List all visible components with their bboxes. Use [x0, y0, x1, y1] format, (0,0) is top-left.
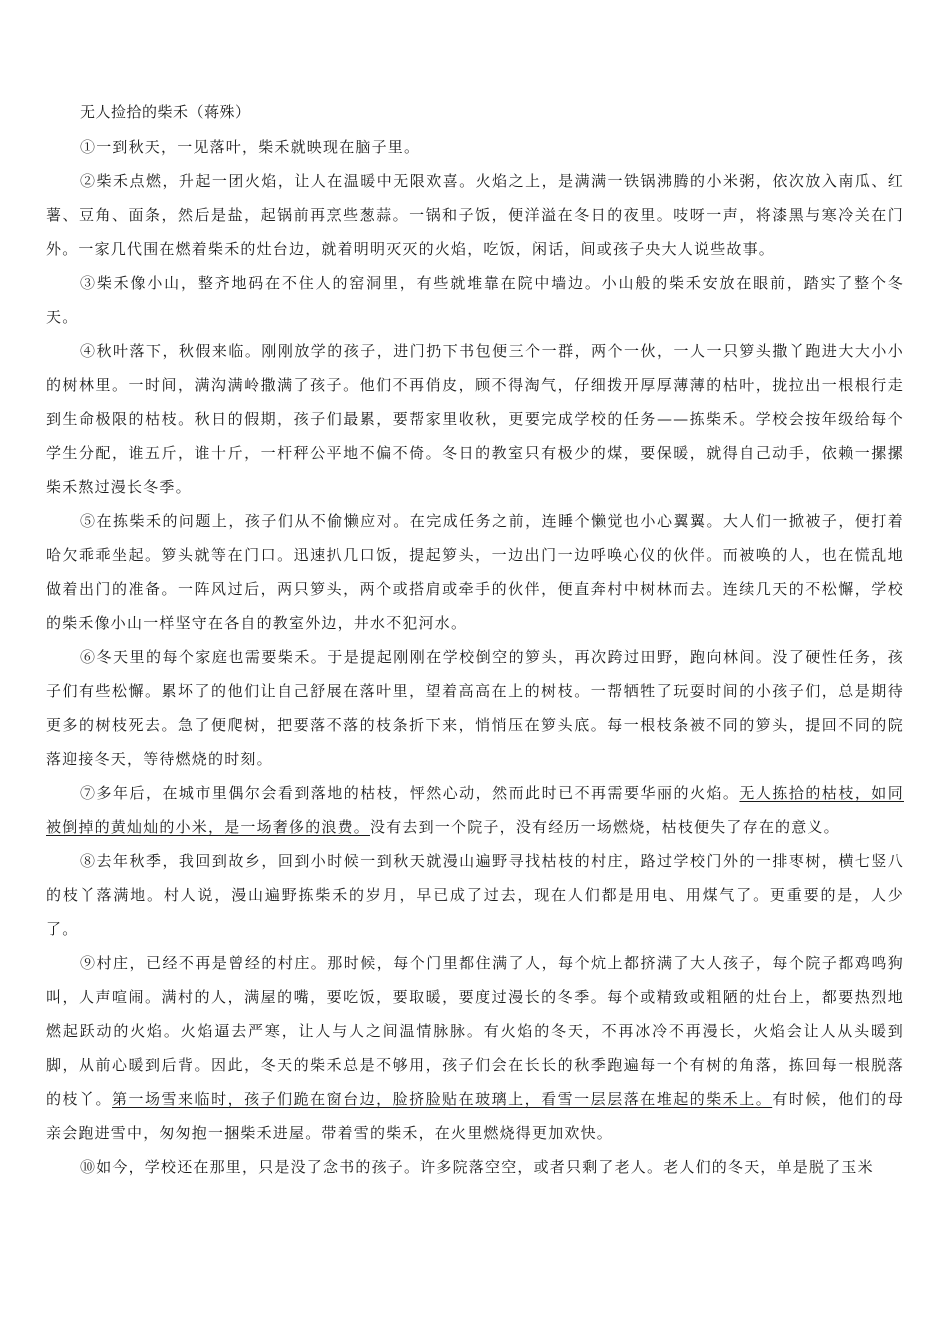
paragraph-number: ①	[80, 138, 97, 156]
paragraph	[46, 504, 904, 640]
paragraph	[46, 640, 904, 776]
paragraph-number: ⑨	[80, 954, 97, 972]
underlined-sentence: 无人拣拾的枯枝，如同被倒掉的黄灿灿的小米，是一场奢侈的浪费。	[46, 784, 904, 836]
document-page	[46, 100, 904, 1184]
paragraph	[46, 946, 904, 1150]
article-body	[46, 130, 904, 1184]
paragraph	[46, 334, 904, 504]
paragraph	[46, 130, 904, 164]
paragraph-number: ⑩	[80, 1158, 97, 1176]
paragraph	[46, 1150, 904, 1184]
paragraph-text: 去年秋季，我回到故乡，回到小时候一到秋天就漫山遍野寻找枯枝的村庄，路过学校门外的一排枣树，横七竖八的枝丫落满地。村人说，漫山遍野拣柴禾的岁月，早已成了过去，现在人们都是用电、用煤气了。更重要的是，人少了。	[46, 852, 905, 938]
paragraph-text: 一到秋天，一见落叶，柴禾就映现在脑子里。	[96, 138, 421, 156]
paragraph	[46, 266, 904, 334]
article-title: 无人捡拾的柴禾（蒋殊）	[80, 103, 251, 121]
paragraph-number: ⑦	[80, 784, 97, 802]
paragraph	[46, 164, 904, 266]
paragraph-text: 多年后，在城市里偶尔会看到落地的枯枝，怦然心动，然而此时已不再需要华丽的火焰。	[96, 784, 740, 802]
paragraph	[46, 844, 904, 946]
paragraph-number: ④	[80, 342, 97, 360]
paragraph	[46, 776, 904, 844]
paragraph-text: 如今，学校还在那里，只是没了念书的孩子。许多院落空空，或者只剩了老人。老人们的冬天，单是脱了玉米	[96, 1158, 874, 1176]
paragraph-text: 秋叶落下，秋假来临。刚刚放学的孩子，进门扔下书包便三个一群，两个一伙，一人一只箩头撒丫跑进大大小小的树林里。一时间，满沟满岭撒满了孩子。他们不再俏皮，顾不得淘气，仔细拨开厚厚薄薄的枯叶，拢拉出一根根行走到生命极限的枯枝。秋日的假期，孩子们最累，要帮家里收秋，更要完成学校的任务——拣柴禾。学校会按年级给每个学生分配，谁五斤，谁十斤，一杆秤公平地不偏不倚。冬日的教室只有极少的煤，要保暖，就得自己动手，依赖一摞摞柴禾熬过漫长冬季。	[46, 342, 905, 496]
paragraph-text: 柴禾点燃，升起一团火焰，让人在温暖中无限欢喜。火焰之上，是满满一铁锅沸腾的小米粥，依次放入南瓜、红薯、豆角、面条，然后是盐，起锅前再烹些葱蒜。一锅和子饭，便洋溢在冬日的夜里。吱呀一声，将漆黑与寒冷关在门外。一家几代围在燃着柴禾的灶台边，就着明明灭灭的火焰，吃饭，闲话，间或孩子央大人说些故事。	[46, 172, 905, 258]
paragraph-text: 在拣柴禾的问题上，孩子们从不偷懒应对。在完成任务之前，连睡个懒觉也小心翼翼。大人们一掀被子，便打着哈欠乖乖坐起。箩头就等在门口。迅速扒几口饭，提起箩头，一边出门一边呼唤心仪的伙伴。而被唤的人，也在慌乱地做着出门的准备。一阵风过后，两只箩头，两个或搭肩或牵手的伙伴，便直奔村中树林而去。连续几天的不松懈，学校的柴禾像小山一样坚守在各自的教室外边，井水不犯河水。	[46, 512, 905, 632]
paragraph-number: ⑤	[80, 512, 97, 530]
paragraph-number: ②	[80, 172, 97, 190]
paragraph-number: ③	[80, 274, 97, 292]
paragraph-number: ⑥	[80, 648, 97, 666]
paragraph-text: 冬天里的每个家庭也需要柴禾。于是提起刚刚在学校倒空的箩头，再次跨过田野，跑向林间。没了硬性任务，孩子们有些松懈。累坏了的他们让自己舒展在落叶里，望着高高在上的树枝。一帮牺牲了玩耍时间的小孩子们，总是期待更多的树枝死去。急了便爬树，把要落不落的枝条折下来，悄悄压在箩头底。每一根枝条被不同的箩头，提回不同的院落迎接冬天，等待燃烧的时刻。	[46, 648, 905, 768]
paragraph-text: 有时候，他们的母亲会跑进雪中，匆匆抱一捆柴禾进屋。带着雪的柴禾，在火里燃烧得更加欢快。	[46, 1090, 904, 1142]
paragraph-text: 没有去到一个院子，没有经历一场燃烧，枯枝便失了存在的意义。	[370, 818, 840, 836]
paragraph-text: 村庄，已经不再是曾经的村庄。那时候，每个门里都住满了人，每个炕上都挤满了大人孩子，每个院子都鸡鸣狗叫，人声喧闹。满村的人，满屋的嘴，要吃饭，要取暖，要度过漫长的冬季。每个或精致或粗陋的灶台上，都要热烈地燃起跃动的火焰。火焰逼去严寒，让人与人之间温情脉脉。有火焰的冬天，不再冰冷不再漫长，火焰会让人从头暖到脚，从前心暖到后背。因此，冬天的柴禾总是不够用，孩子们会在长长的秋季跑遍每一个有树的角落，拣回每一根脱落的枝丫。	[46, 954, 905, 1108]
underlined-sentence: 第一场雪来临时，孩子们跪在窗台边，脸挤脸贴在玻璃上，看雪一层层落在堆起的柴禾上。	[112, 1090, 773, 1108]
paragraph-number: ⑧	[80, 852, 97, 870]
paragraph-text: 柴禾像小山，整齐地码在不住人的窑洞里，有些就堆靠在院中墙边。小山般的柴禾安放在眼前，踏实了整个冬天。	[46, 274, 905, 326]
